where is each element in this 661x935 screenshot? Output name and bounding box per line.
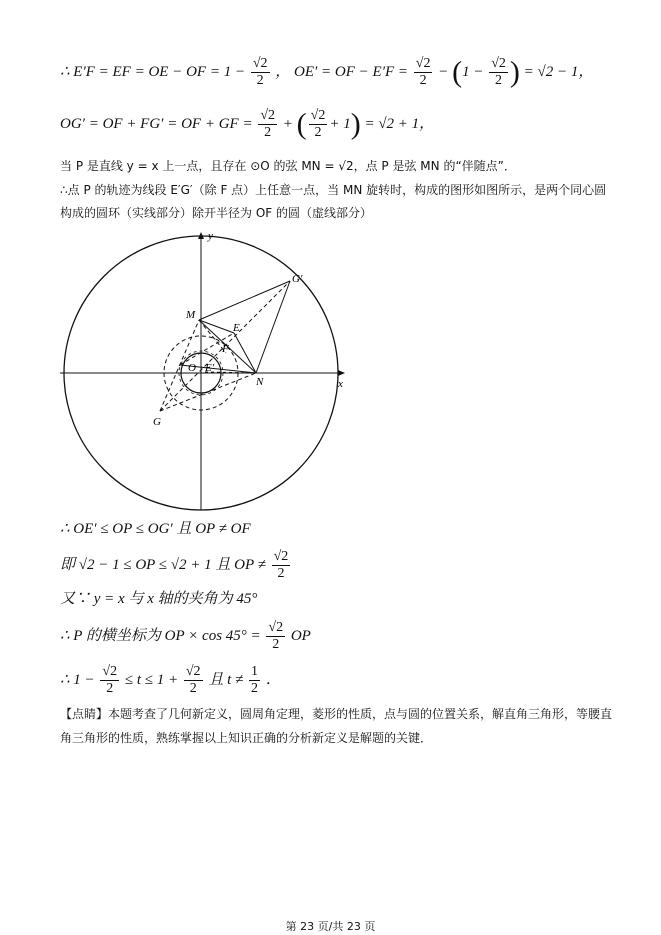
dashed-G-N xyxy=(160,373,256,411)
text-line-6: ∴ OE′ ≤ OP ≤ OG′ 且 OP ≠ OF xyxy=(60,521,251,537)
label-G: G xyxy=(153,416,161,428)
fraction-one-half: $\frac{1}{2}$ xyxy=(250,664,258,696)
eq1-mid: ， OE′ = OF − E′F = xyxy=(275,63,409,80)
eq2-plus: + xyxy=(282,115,293,132)
line9-op: OP xyxy=(290,627,311,644)
text-line-7 xyxy=(60,549,292,582)
eq2-plus-one: + 1 xyxy=(329,115,351,132)
eq2-end: = √2 + 1， xyxy=(364,115,435,132)
text-line-5: 构成的圆环（实线部分）除开半径为 OF 的圆（虚线部分） xyxy=(60,206,372,220)
eq1-one-minus: 1 − xyxy=(462,63,484,80)
label-M: M xyxy=(186,309,196,321)
text-line-4: ∴点 P 的轨迹为线段 E′G′（除 F 点）上任意一点，当 MN 旋转时，构成的图形如图所示，是两个同心圆 xyxy=(60,183,607,197)
text-line-9 xyxy=(60,620,311,653)
label-G-prime: G′ xyxy=(292,273,303,285)
geometry-figure xyxy=(0,225,661,525)
label-y: y xyxy=(208,230,213,242)
fraction-sqrt2-over-2: $\frac{√2}{2}$ xyxy=(310,108,326,140)
fraction-sqrt2-over-2: $\frac{√2}{2}$ xyxy=(252,56,268,88)
fraction-sqrt2-over-2: $\frac{√2}{2}$ xyxy=(260,108,276,140)
text-line-8: 又∵ y = x 与 x 轴的夹角为 45° xyxy=(60,591,258,607)
line10-b: ≤ t ≤ 1 + xyxy=(124,671,179,688)
line10-d: ． xyxy=(265,671,281,688)
text-line-3: 当 P 是直线 y = x 上一点，且存在 ⊙O 的弦 MN = √2，点 P 是弦 MN 的“伴随点”． xyxy=(60,159,516,173)
label-x: x xyxy=(338,378,343,390)
line10-a: ∴ 1 − xyxy=(60,671,95,688)
fraction-sqrt2-over-2: $\frac{√2}{2}$ xyxy=(273,549,289,581)
line9-text: ∴ P 的横坐标为 OP × cos 45° = xyxy=(60,627,261,644)
segment-N-Gp xyxy=(256,281,290,373)
fraction-sqrt2-over-2: $\frac{√2}{2}$ xyxy=(268,620,284,652)
eq1-left: ∴ E′F = EF = OE − OF = 1 − xyxy=(60,63,246,80)
x-axis-arrow xyxy=(338,370,345,376)
eq1-minus: − xyxy=(438,63,449,80)
equation-line-2: OG′ = OF + FG′ = OF + GF = $\frac{√2}{2}$ + ( $\frac{√2}{2}$ + 1) = √2 + 1， xyxy=(60,107,435,141)
text-line-10 xyxy=(60,664,281,697)
line7-text: 即 √2 − 1 ≤ OP ≤ √2 + 1 且 OP ≠ xyxy=(60,556,266,573)
segment-M-Gp xyxy=(199,281,290,320)
label-O: O xyxy=(188,362,196,374)
fraction-sqrt2-over-2: $\frac{√2}{2}$ xyxy=(102,664,118,696)
label-N: N xyxy=(256,376,264,388)
label-F: F xyxy=(222,343,229,355)
comment-line-2: 角三角形的性质，熟练掌握以上知识正确的分析新定义是解题的关键． xyxy=(60,731,433,745)
label-E: E xyxy=(233,322,240,334)
label-E-prime: E′ xyxy=(205,362,215,374)
page-footer: 第 23 页/共 23 页 xyxy=(285,920,376,933)
eq2-left: OG′ = OF + FG′ = OF + GF = xyxy=(60,115,253,132)
comment-line-1: 【点睛】本题考查了几何新定义，圆周角定理，菱形的性质，点与圆的位置关系，解直角三角形，等腰直 xyxy=(60,707,613,721)
equation-line-1: ∴ E′F = EF = OE − OF = 1 − $\frac{√2}{2}$ ， OE′ = OF − E′F = $\frac{√2}{2}$ − (1 − $\frac{√2}{2}$ ) = √2 − 1， xyxy=(60,55,594,89)
fraction-sqrt2-over-2: $\frac{√2}{2}$ xyxy=(491,56,506,88)
fraction-sqrt2-over-2: $\frac{√2}{2}$ xyxy=(415,56,431,88)
line10-c: 且 t ≠ xyxy=(208,671,244,688)
fraction-sqrt2-over-2: $\frac{√2}{2}$ xyxy=(185,664,201,696)
eq1-end: = √2 − 1， xyxy=(523,63,594,80)
